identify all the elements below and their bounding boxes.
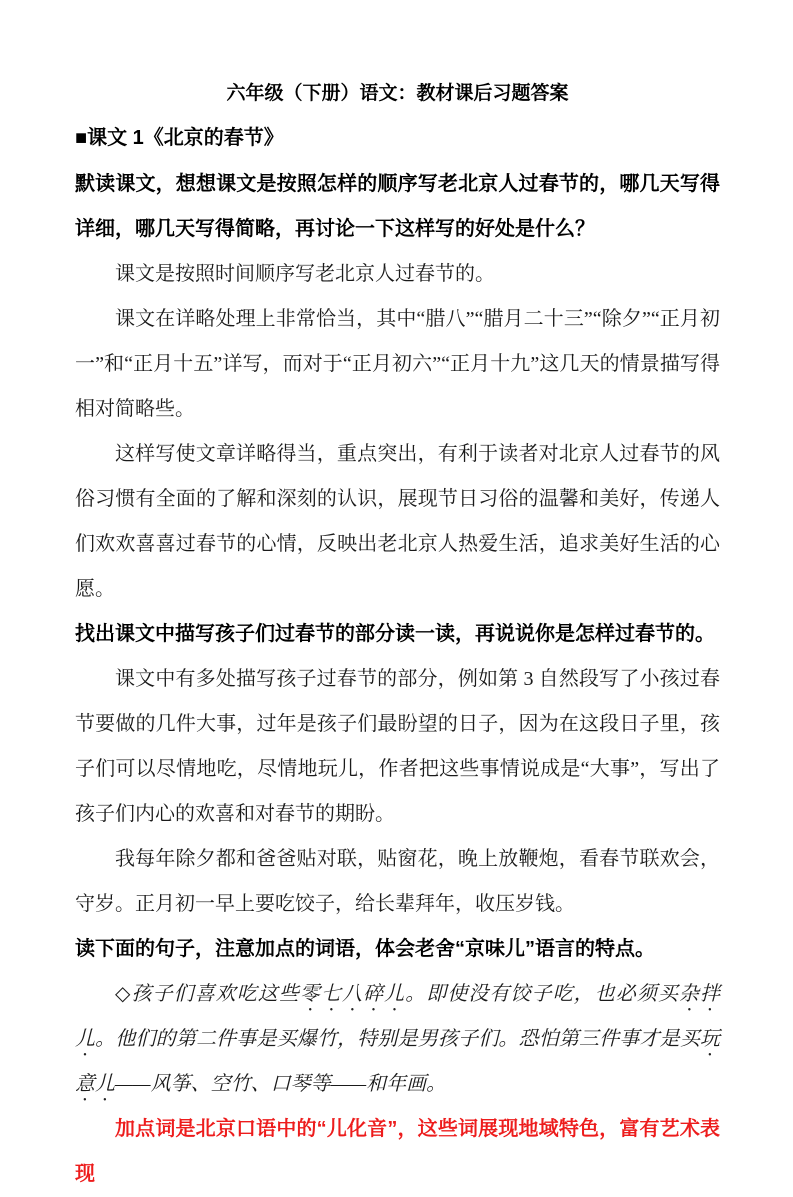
emphasized-word: 玩意儿 bbox=[75, 1028, 721, 1095]
text-segment: 。即使没有饺子吃，也必须买 bbox=[405, 983, 679, 1005]
question-1: 默读课文，想想课文是按照怎样的顺序写老北京人过春节的，哪几天写得详细，哪几天写得简略，再讨论一下这样写的好处是什么？ bbox=[75, 173, 720, 240]
emphasized-word: 零七八碎儿 bbox=[299, 983, 406, 1005]
answer-1-para-1: 课文是按照时间顺序写老北京人过春节的。 bbox=[115, 263, 495, 285]
quoted-example-sentence bbox=[75, 972, 720, 1107]
question-2: 找出课文中描写孩子们过春节的部分读一读，再说说你是怎样过春节的。 bbox=[75, 623, 715, 645]
question-3: 读下面的句子，注意加点的词语，体会老舍“京味儿”语言的特点。 bbox=[75, 938, 655, 960]
lesson-heading: ■课文 1《北京的春节》 bbox=[75, 127, 284, 149]
document-title: 六年级（下册）语文：教材课后习题答案 bbox=[226, 83, 569, 104]
text-segment: 。他们的第二件事是买爆竹，特别是男孩子们。恐怕第三件事才是买 bbox=[95, 1028, 701, 1050]
answer-1-para-3: 这样写使文章详略得当，重点突出，有利于读者对北京人过春节的风俗习惯有全面的了解和深刻的认识，展现节日习俗的温馨和美好，传递人们欢欢喜喜过春节的心情，反映出老北京人热爱生活，追求美好生活的心愿。 bbox=[75, 443, 720, 600]
emphasized-word: 杂拌儿 bbox=[75, 983, 721, 1050]
answer-2-para-1: 课文中有多处描写孩子过春节的部分，例如第 3 自然段写了小孩过春节要做的几件大事，过年是孩子们最盼望的日子，因为在这段日子里，孩子们可以尽情地吃，尽情地玩儿，作者把这些事情说成是“大事”，写出了孩子们内心的欢喜和对春节的期盼。 bbox=[75, 668, 720, 825]
text-segment: ——风筝、空竹、口琴等——和年画。 bbox=[115, 1073, 447, 1095]
answer-1-para-2: 课文在详略处理上非常恰当，其中“腊八”“腊月二十三”“除夕”“正月初一”和“正月十五”详写，而对于“正月初六”“正月十九”这几天的情景描写得相对简略些。 bbox=[75, 308, 720, 420]
answer-2-para-2: 我每年除夕都和爸爸贴对联，贴窗花，晚上放鞭炮，看春节联欢会，守岁。正月初一早上要吃饺子，给长辈拜年，收压岁钱。 bbox=[75, 848, 720, 915]
text-segment: ◇孩子们喜欢吃这些 bbox=[115, 983, 300, 1005]
answer-3-highlight: 加点词是北京口语中的“儿化音”，这些词展现地域特色，富有艺术表现 bbox=[75, 1118, 720, 1185]
